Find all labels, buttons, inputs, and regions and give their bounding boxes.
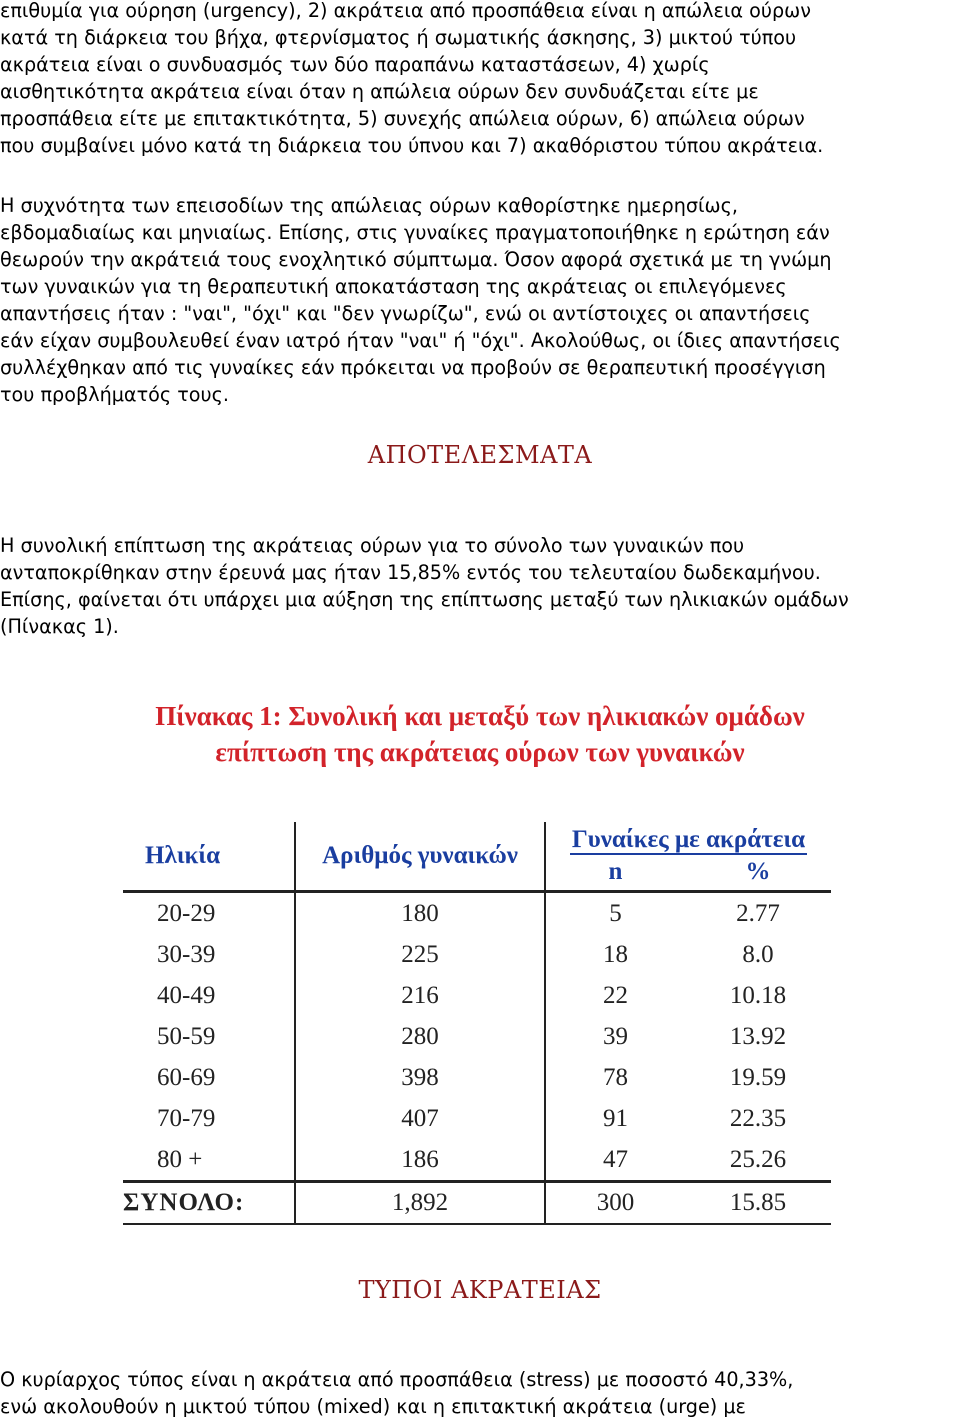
text-line: Η συνολική επίπτωση της ακράτειας ούρων για το σύνολο των γυναικών που xyxy=(0,534,745,557)
cell-age: 50-59 xyxy=(157,1022,216,1050)
table-total-row xyxy=(123,1182,831,1225)
cell-age: 40-49 xyxy=(157,981,216,1009)
cell-n: 22 xyxy=(545,975,685,1016)
results-paragraph xyxy=(0,532,960,640)
text-line: του προβλήματός τους. xyxy=(0,383,229,406)
cell-total-label: ΣΥΝΟΛΟ: xyxy=(123,1182,295,1225)
cell-age: 80 + xyxy=(157,1145,203,1173)
method-paragraph xyxy=(0,192,960,408)
cell-total-women: 1,892 xyxy=(295,1182,545,1225)
table-row xyxy=(123,1139,831,1182)
cell-n: 5 xyxy=(545,892,685,935)
cell-age: 30-39 xyxy=(157,940,216,968)
cell-women: 280 xyxy=(295,1016,545,1057)
cell-women: 180 xyxy=(295,892,545,935)
header-pct: % xyxy=(685,854,831,892)
table-row xyxy=(123,1057,831,1098)
text-line: θεωρούν την ακράτειά τους ενοχλητικό σύμπτωμα. Όσον αφορά σχετικά με τη γνώμη xyxy=(0,248,832,271)
cell-age: 20-29 xyxy=(157,899,216,927)
caption-line: Πίνακας 1: Συνολική και μεταξύ των ηλικιακών ομάδων xyxy=(155,701,805,731)
table-row xyxy=(123,975,831,1016)
cell-pct: 19.59 xyxy=(729,1063,787,1091)
text-line: εάν είχαν συμβουλευθεί έναν ιατρό ήταν "ναι" ή "όχι". Ακολούθως, οι ίδιες απαντήσεις xyxy=(0,329,841,352)
table-row xyxy=(123,1016,831,1057)
table-row xyxy=(123,934,831,975)
cell-n: 39 xyxy=(545,1016,685,1057)
cell-women: 407 xyxy=(295,1098,545,1139)
cell-n: 47 xyxy=(545,1139,685,1182)
header-group-label: Γυναίκες με ακράτεια xyxy=(571,826,806,853)
header-n: n xyxy=(545,854,685,892)
cell-pct: 2.77 xyxy=(736,899,780,927)
text-line: ανταποκρίθηκαν στην έρευνά μας ήταν 15,85% εντός του τελευταίου δωδεκαμήνου. xyxy=(0,561,821,584)
caption-line: επίπτωση της ακράτειας ούρων των γυναικών xyxy=(215,737,745,767)
table-row xyxy=(123,892,831,935)
types-paragraph xyxy=(0,1366,960,1420)
cell-pct: 13.92 xyxy=(729,1022,787,1050)
cell-women: 186 xyxy=(295,1139,545,1182)
text-line: ακράτεια είναι ο συνδυασμός των δύο παραπάνω καταστάσεων, 4) χωρίς xyxy=(0,53,710,76)
cell-total-n: 300 xyxy=(545,1182,685,1225)
cell-age: 70-79 xyxy=(157,1104,216,1132)
header-women: Αριθμός γυναικών xyxy=(295,822,545,892)
intro-paragraph xyxy=(0,0,960,159)
cell-women: 398 xyxy=(295,1057,545,1098)
cell-pct: 25.26 xyxy=(729,1145,787,1173)
cell-n: 78 xyxy=(545,1057,685,1098)
cell-women: 225 xyxy=(295,934,545,975)
text-line: αισθητικότητα ακράτεια είναι όταν η απώλεια ούρων δεν συνδυάζεται είτε με xyxy=(0,80,759,103)
header-age: Ηλικία xyxy=(123,822,295,892)
text-line: εβδομαδιαίως και μηνιαίως. Επίσης, στις γυναίκες πραγματοποιήθηκε η ερώτηση εάν xyxy=(0,221,830,244)
table-row xyxy=(123,1098,831,1139)
text-line: Επίσης, φαίνεται ότι υπάρχει μια αύξηση της επίπτωσης μεταξύ των ηλικιακών ομάδων xyxy=(0,588,849,611)
cell-total-pct: 15.85 xyxy=(685,1182,831,1225)
text-line: απαντήσεις ήταν : "ναι", "όχι" και "δεν γνωρίζω", ενώ οι αντίστοιχες οι απαντήσεις xyxy=(0,302,811,325)
incidence-table xyxy=(123,822,831,1225)
text-line: ενώ ακολουθούν η μικτού τύπου (mixed) και η επιτακτική ακράτεια (urge) με xyxy=(0,1395,746,1418)
cell-pct: 22.35 xyxy=(729,1104,787,1132)
text-line: κατά τη διάρκεια του βήχα, φτερνίσματος ή σωματικής άσκησης, 3) μικτού τύπου xyxy=(0,26,797,49)
text-line: Η συχνότητα των επεισοδίων της απώλειας ούρων καθορίστηκε ημερησίως, xyxy=(0,194,738,217)
cell-pct: 8.0 xyxy=(742,940,774,968)
cell-pct: 10.18 xyxy=(729,981,787,1009)
text-line: επιθυμία για ούρηση (urgency), 2) ακράτεια από προσπάθεια είναι η απώλεια ούρων xyxy=(0,0,811,22)
text-line: των γυναικών για τη θεραπευτική αποκατάσταση της ακράτειας οι επιλεγόμενες xyxy=(0,275,787,298)
cell-n: 18 xyxy=(545,934,685,975)
header-incontinence-group xyxy=(545,822,831,854)
text-line: συλλέχθηκαν από τις γυναίκες εάν πρόκειται να προβούν σε θεραπευτική προσέγγιση xyxy=(0,356,826,379)
table-header-row xyxy=(123,822,831,854)
types-heading: ΤΥΠΟΙ ΑΚΡΑΤΕΙΑΣ xyxy=(358,1276,602,1304)
text-line: προσπάθεια είτε με επιτακτικότητα, 5) συνεχής απώλεια ούρων, 6) απώλεια ούρων xyxy=(0,107,805,130)
table-caption xyxy=(0,698,960,770)
results-heading: ΑΠΟΤΕΛΕΣΜΑΤΑ xyxy=(367,441,593,469)
cell-women: 216 xyxy=(295,975,545,1016)
cell-n: 91 xyxy=(545,1098,685,1139)
text-line: Ο κυρίαρχος τύπος είναι η ακράτεια από προσπάθεια (stress) με ποσοστό 40,33%, xyxy=(0,1368,794,1391)
cell-age: 60-69 xyxy=(157,1063,216,1091)
text-line: που συμβαίνει μόνο κατά τη διάρκεια του ύπνου και 7) ακαθόριστου τύπου ακράτεια. xyxy=(0,134,824,157)
text-line: (Πίνακας 1). xyxy=(0,615,119,638)
